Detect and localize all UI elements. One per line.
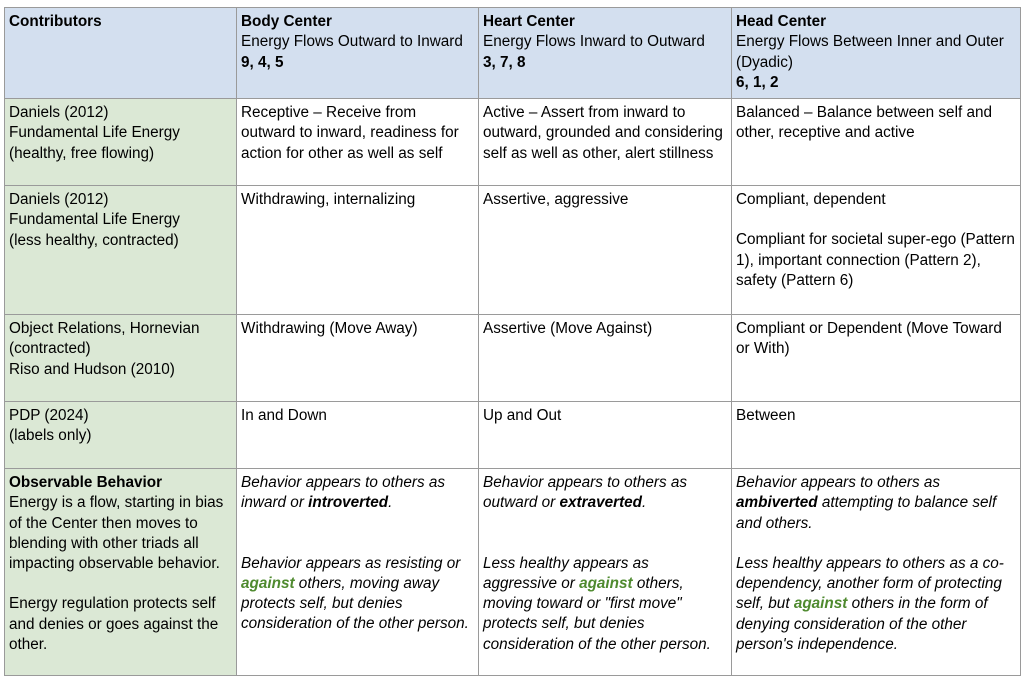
head-cell: Compliant or Dependent (Move Toward or With) — [732, 315, 1021, 402]
body-center-sub: Energy Flows Outward to Inward — [241, 33, 463, 51]
body-center-nums: 9, 4, 5 — [241, 53, 284, 71]
body-cell: Withdrawing (Move Away) — [237, 315, 479, 402]
head-center-header — [732, 8, 1021, 99]
table-row — [5, 99, 1021, 186]
heart-center-header — [479, 8, 732, 99]
heart-cell: Behavior appears to others as outward or extraverted. Less healthy appears as aggressive or against others, moving toward or "first move" protects self, but denies consideration of the other person. — [479, 469, 732, 676]
head-center-nums: 6, 1, 2 — [736, 73, 779, 91]
head-cell: Behavior appears to others as ambiverted attempting to balance self and others. Less healthy appears to others as a co-dependency, another form of protecting self, but against others in the form of denying consideration of the other person's independence. — [732, 469, 1021, 676]
table-row — [5, 402, 1021, 469]
heart-cell: Up and Out — [479, 402, 732, 469]
body-cell: In and Down — [237, 402, 479, 469]
body-cell: Behavior appears to others as inward or introverted. Behavior appears as resisting or against others, moving away protects self, but denies consideration of the other person. — [237, 469, 479, 676]
body-center-title: Body Center — [241, 13, 332, 30]
contributors-header: Contributors — [5, 8, 237, 99]
heart-cell: Assertive (Move Against) — [479, 315, 732, 402]
heart-center-title: Heart Center — [483, 13, 575, 30]
body-center-header — [237, 8, 479, 99]
table-row — [5, 186, 1021, 315]
row-label: Daniels (2012) Fundamental Life Energy (healthy, free flowing) — [5, 99, 237, 186]
head-center-sub: Energy Flows Between Inner and Outer (Dyadic) — [736, 33, 1004, 71]
centers-table — [4, 7, 1021, 676]
head-cell: Compliant, dependent Compliant for societal super-ego (Pattern 1), important connection (Pattern 2), safety (Pattern 6) — [732, 186, 1021, 315]
table-row — [5, 315, 1021, 402]
row-label: Observable Behavior Energy is a flow, starting in bias of the Center then moves to blending with other triads all impacting observable behavior. Energy regulation protects self and denies or goes against the other. — [5, 469, 237, 676]
body-cell: Withdrawing, internalizing — [237, 186, 479, 315]
heart-center-sub: Energy Flows Inward to Outward — [483, 33, 705, 51]
head-center-title: Head Center — [736, 13, 827, 30]
row-label: PDP (2024) (labels only) — [5, 402, 237, 469]
row-label: Object Relations, Hornevian (contracted) Riso and Hudson (2010) — [5, 315, 237, 402]
heart-cell: Assertive, aggressive — [479, 186, 732, 315]
header-row — [5, 8, 1021, 99]
row-label: Daniels (2012) Fundamental Life Energy (less healthy, contracted) — [5, 186, 237, 315]
heart-center-nums: 3, 7, 8 — [483, 53, 526, 71]
heart-cell: Active – Assert from inward to outward, grounded and considering self as well as other, alert stillness — [479, 99, 732, 186]
head-cell: Between — [732, 402, 1021, 469]
head-cell: Balanced – Balance between self and other, receptive and active — [732, 99, 1021, 186]
body-cell: Receptive – Receive from outward to inward, readiness for action for other as well as self — [237, 99, 479, 186]
table-row — [5, 469, 1021, 676]
